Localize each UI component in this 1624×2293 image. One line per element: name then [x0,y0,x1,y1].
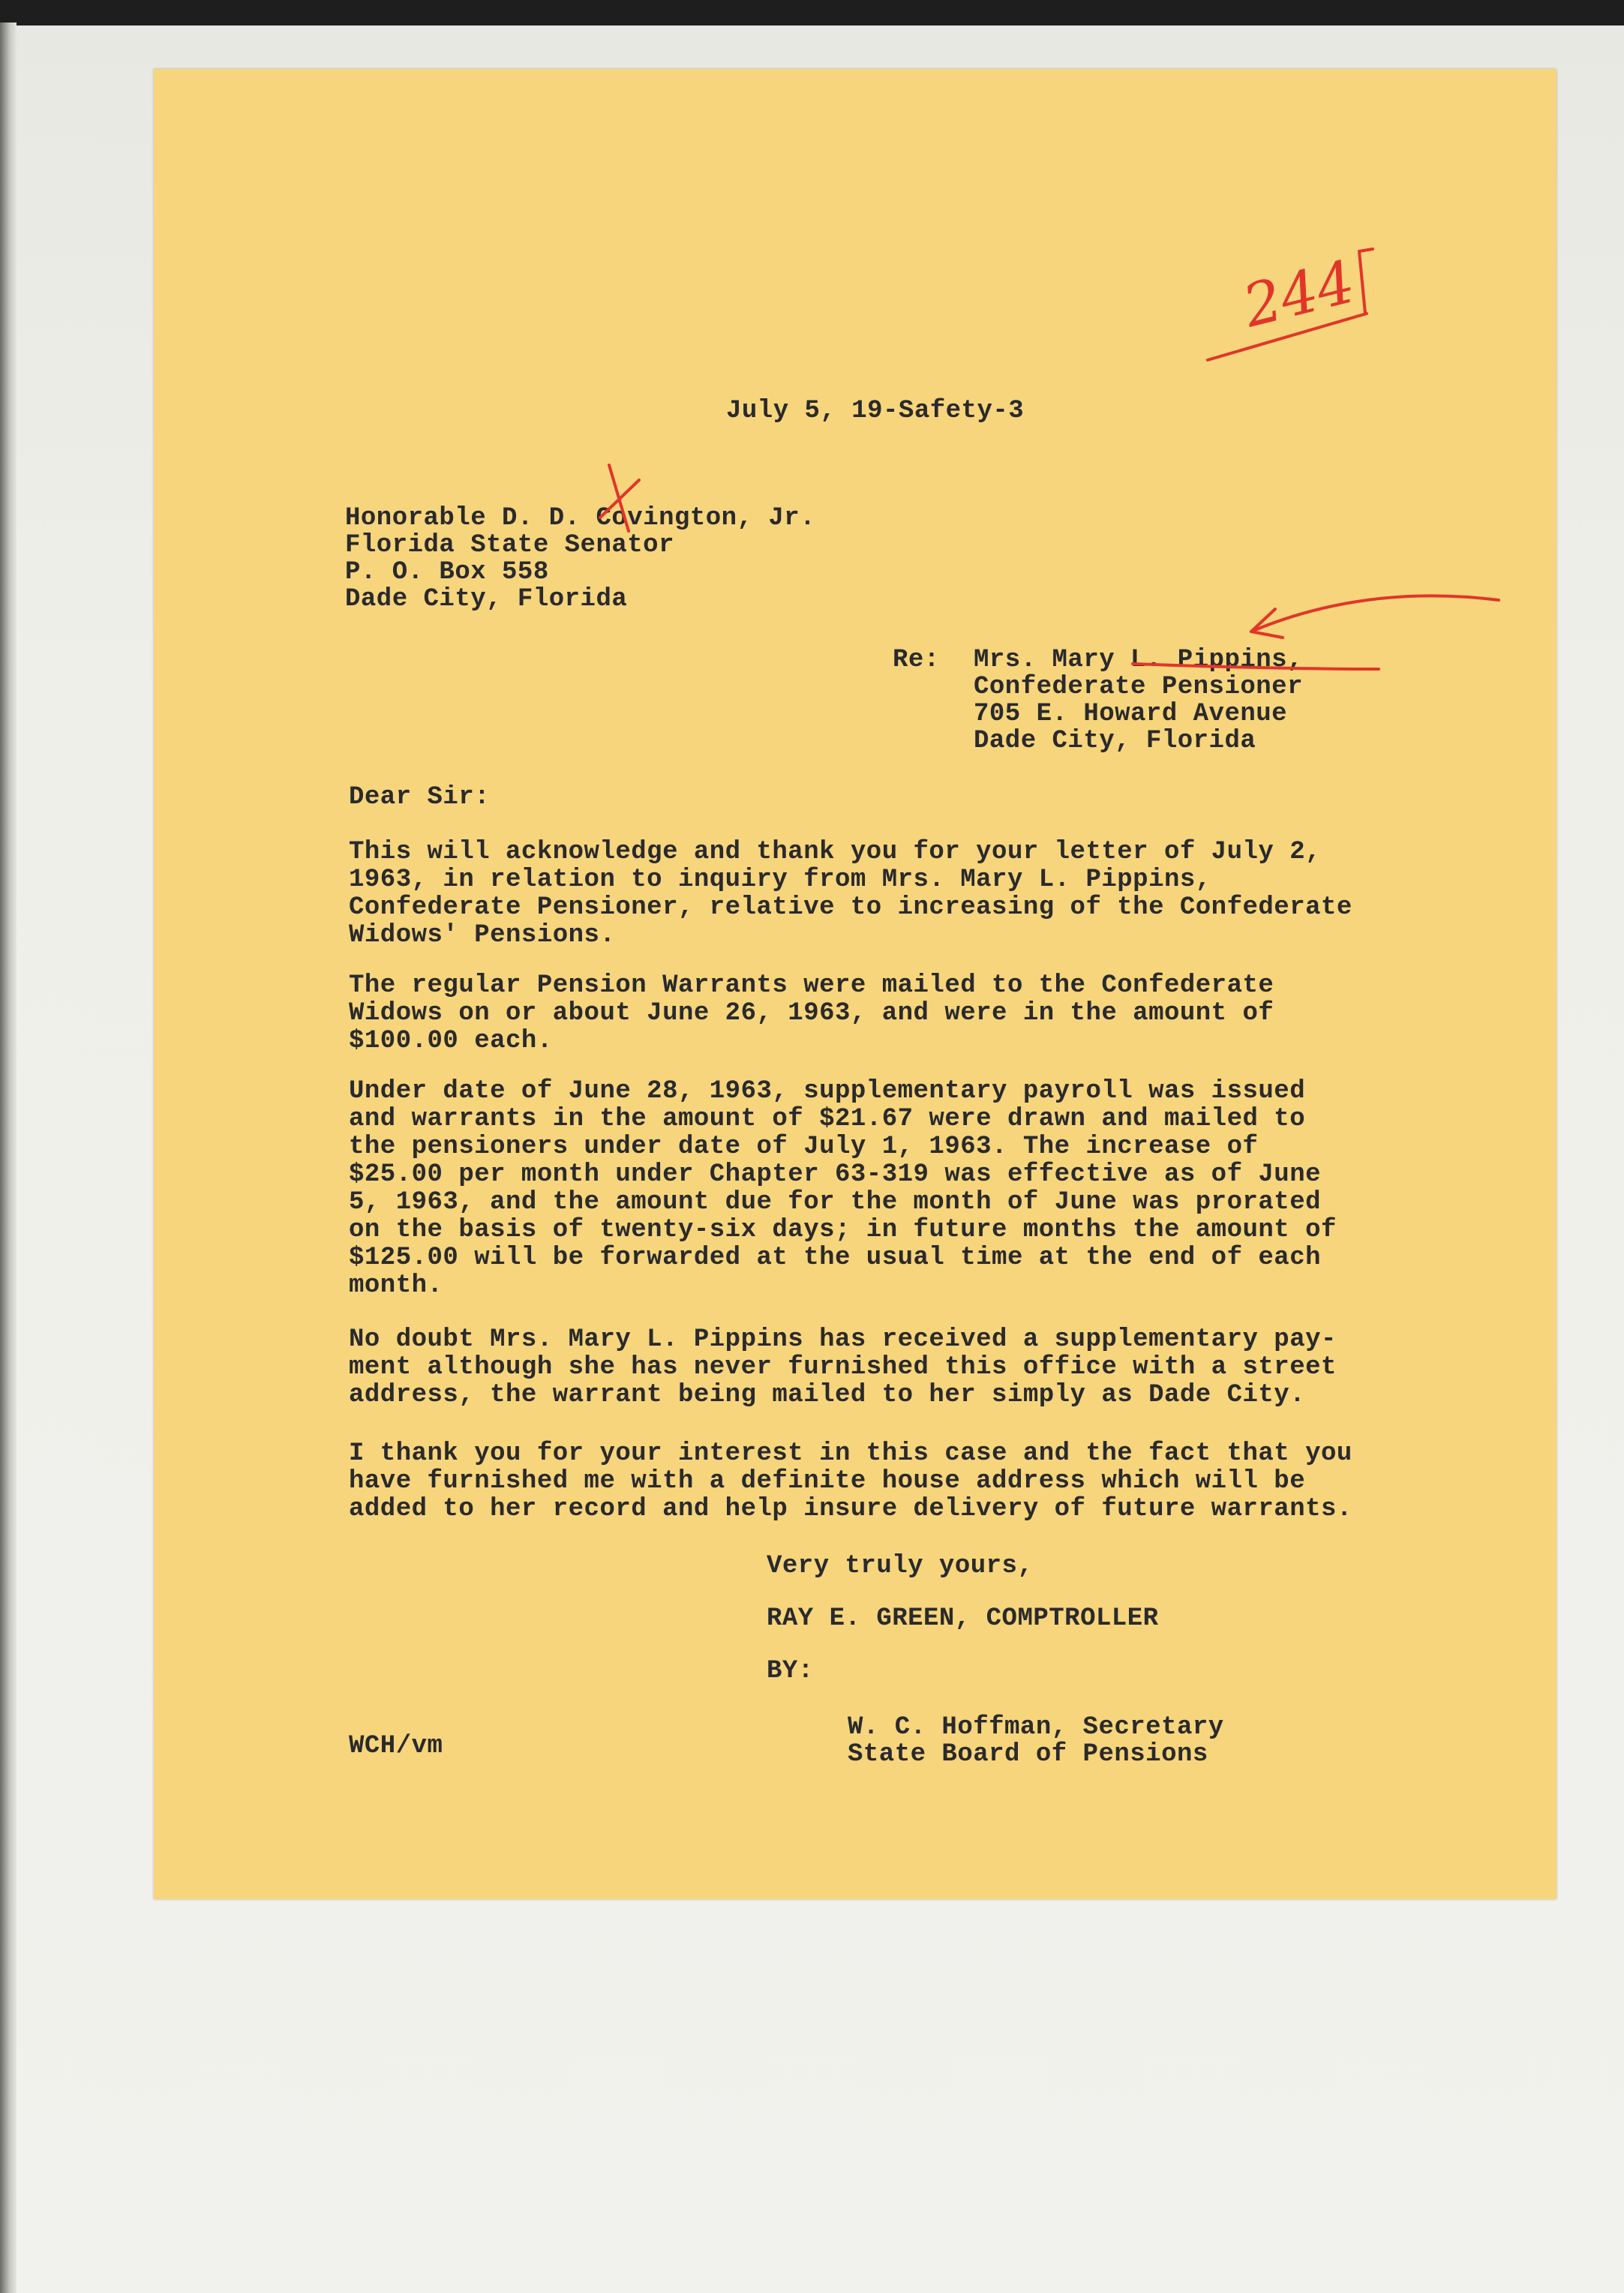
body-paragraph [349,1326,1337,1409]
signer-name: W. C. Hoffman, Secretary [848,1713,1224,1742]
re-line: 705 E. Howard Avenue [974,700,1288,728]
paragraph-line: month. [349,1271,443,1300]
paragraph-line: $100.00 each. [349,1027,553,1055]
reference-initials: WCH/vm [349,1732,443,1760]
paragraph-line: The regular Pension Warrants were mailed to the Confederate [349,971,1274,1000]
re-label: Re: [893,646,940,674]
handwritten-page-number: 244 [1236,248,1362,341]
salutation: Dear Sir: [349,783,491,812]
paragraph-line: the pensioners under date of July 1, 1963. The increase of [349,1133,1259,1161]
re-line: Mrs. Mary L. Pippins, [974,646,1303,674]
re-line: Dade City, Florida [974,727,1256,755]
body-paragraph [349,839,1352,950]
signer-title: State Board of Pensions [848,1740,1208,1769]
paragraph-line: $125.00 will be forwarded at the usual time at the end of each [349,1244,1322,1272]
re-line: Confederate Pensioner [974,673,1303,701]
paragraph-line: on the basis of twenty-six days; in future months the amount of [349,1216,1337,1244]
paragraph-line: Under date of June 28, 1963, supplementary payroll was issued [349,1077,1306,1106]
paragraph-line: No doubt Mrs. Mary L. Pippins has received a supplementary pay- [349,1325,1337,1354]
body-paragraph [349,1078,1337,1300]
by-label: BY: [767,1657,814,1685]
paragraph-line: and warrants in the amount of $21.67 were drawn and mailed to [349,1105,1306,1133]
paragraph-line: added to her record and help insure delivery of future warrants. [349,1495,1352,1523]
paragraph-line: Widows on or about June 26, 1963, and were in the amount of [349,999,1274,1028]
paragraph-line: have furnished me with a definite house address which will be [349,1467,1306,1496]
paragraph-line: Confederate Pensioner, relative to increasing of the Confederate [349,893,1352,922]
office-title: RAY E. GREEN, COMPTROLLER [767,1604,1159,1633]
paragraph-line: 1963, in relation to inquiry from Mrs. Mary L. Pippins, [349,866,1211,894]
scan-left-edge [0,23,17,2293]
body-paragraph [349,972,1274,1055]
addressee-line: Honorable D. D. Covington, Jr. [345,504,816,533]
paragraph-line: ment although she has never furnished this office with a street [349,1353,1337,1382]
addressee-line: P. O. Box 558 [345,558,549,587]
paragraph-line: I thank you for your interest in this case and the fact that you [349,1439,1352,1468]
paragraph-line: 5, 1963, and the amount due for the month of June was prorated [349,1188,1322,1217]
paragraph-line: $25.00 per month under Chapter 63-319 was effective as of June [349,1160,1322,1189]
letter-date: July 5, 19-Safety-3 [726,397,1025,425]
paragraph-line: Widows' Pensions. [349,921,616,950]
paragraph-line: address, the warrant being mailed to her simply as Dade City. [349,1381,1306,1409]
body-paragraph [349,1440,1352,1523]
addressee-line: Dade City, Florida [345,585,628,614]
addressee-line: Florida State Senator [345,531,674,560]
paragraph-line: This will acknowledge and thank you for your letter of July 2, [349,838,1322,866]
scan-top-edge [0,0,1624,26]
complimentary-close: Very truly yours, [767,1552,1034,1580]
